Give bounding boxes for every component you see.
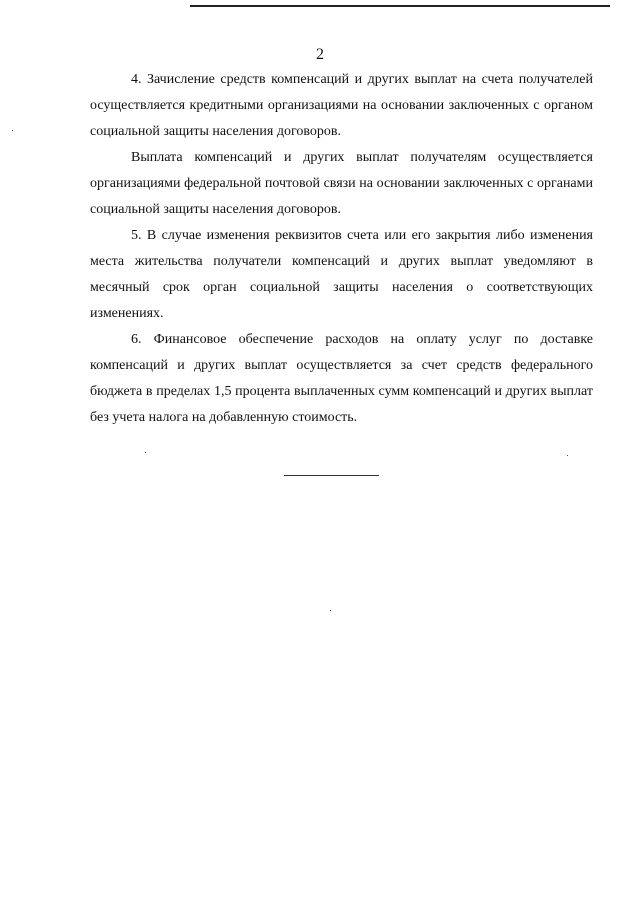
paragraph-5: 5. В случае изменения реквизитов счета или его закрытия либо изменения места жительства получатели компенсаций и других выплат уведомляют в месячный срок орган социальной защиты населения о соответствующих изменениях. [90,228,593,321]
scan-speck [145,452,146,453]
scan-speck [330,610,331,611]
paragraph-6: 6. Финансовое обеспечение расходов на оплату услуг по доставке компенсаций и других выплат осуществляется за счет средств федерального бюджета в пределах 1,5 процента выплаченных сумм компенсаций и других выплат без учета налога на добавленную стоимость. [90,332,593,425]
scan-speck [12,130,13,131]
page-number: 2 [316,46,324,63]
paragraph-4-continued: Выплата компенсаций и других выплат получателям осуществляется организациями федеральной почтовой связи на основании заключенных с органами социальной защиты населения договоров. [90,150,593,217]
paragraph-4: 4. Зачисление средств компенсаций и других выплат на счета получателей осуществляется кредитными организациями на основании заключенных с органом социальной защиты населения договоров. [90,72,593,139]
closing-rule [284,475,379,476]
header-rule [190,5,610,7]
scan-speck [567,455,568,456]
document-body [90,67,593,431]
